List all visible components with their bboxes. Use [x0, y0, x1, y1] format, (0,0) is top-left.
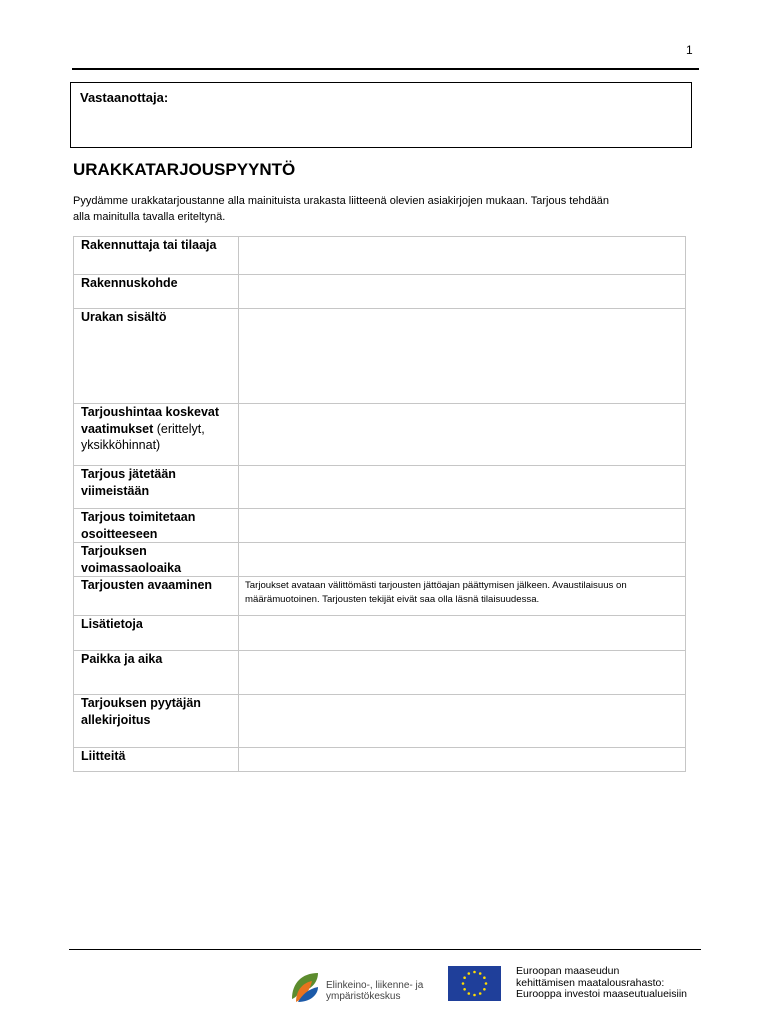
- recipient-box[interactable]: [70, 82, 692, 148]
- field-value[interactable]: [239, 748, 686, 772]
- field-value[interactable]: Tarjoukset avataan välittömästi tarjousten jättöajan päättymisen jälkeen. Avaustilaisuus on määrämuotoinen. Tarjousten tekijät eivät saa olla läsnä tilaisuudessa.: [239, 577, 686, 616]
- field-value[interactable]: [239, 404, 686, 466]
- field-label: Tarjousten avaaminen: [81, 578, 213, 592]
- field-value[interactable]: [239, 543, 686, 577]
- field-value[interactable]: [239, 466, 686, 509]
- form-row-opening: [74, 577, 686, 616]
- form-row-building-site: [74, 275, 686, 309]
- eu-text-line-3: Eurooppa investoi maaseutualueisiin: [516, 988, 688, 1000]
- field-label: Rakennuttaja tai tilaaja: [81, 238, 217, 252]
- footer-rule: [69, 949, 701, 950]
- ely-logo-icon: [288, 969, 322, 1003]
- tender-request-form: [73, 236, 686, 772]
- field-label: Rakennuskohde: [81, 276, 178, 290]
- page-number: 1: [686, 43, 693, 57]
- eu-text-line-2: kehittämisen maatalousrahasto:: [516, 976, 665, 989]
- field-label-note: (erittelyt, yksikköhinnat): [81, 421, 205, 452]
- field-value[interactable]: [239, 275, 686, 309]
- form-row-builder: [74, 237, 686, 275]
- field-value[interactable]: [239, 651, 686, 695]
- form-row-signature: [74, 695, 686, 748]
- ely-logo-text: [326, 980, 423, 1002]
- form-row-place-and-date: [74, 651, 686, 695]
- form-row-price-requirements: [74, 404, 686, 466]
- field-label: Urakan sisältö: [81, 310, 167, 324]
- eu-flag-icon: [448, 966, 501, 1001]
- field-value[interactable]: [239, 309, 686, 404]
- intro-paragraph: [73, 193, 673, 225]
- form-row-validity: [74, 543, 686, 577]
- form-row-additional-info: [74, 616, 686, 651]
- field-label: Tarjous toimitetaan osoitteeseen: [81, 510, 196, 541]
- form-row-attachments: [74, 748, 686, 772]
- field-value[interactable]: [239, 616, 686, 651]
- ely-text-line-1: Elinkeino-, liikenne- ja: [326, 980, 424, 991]
- recipient-label: Vastaanottaja:: [80, 90, 169, 105]
- field-label: Tarjoushintaa koskevat vaatimukset (erittelyt, yksikköhinnat): [81, 405, 220, 452]
- field-value[interactable]: [239, 509, 686, 543]
- field-label: Tarjouksen voimassaoloaika: [81, 544, 182, 575]
- intro-line-2: alla mainitulla tavalla eriteltynä.: [73, 211, 226, 223]
- form-row-deadline: [74, 466, 686, 509]
- field-label: Paikka ja aika: [81, 652, 163, 666]
- intro-line-1: Pyydämme urakkatarjoustanne alla mainituista urakasta liitteenä olevien asiakirjojen mukaan. Tarjous tehdään: [73, 195, 610, 207]
- field-label: Tarjous jätetään viimeistään: [81, 467, 176, 498]
- form-row-contract-content: [74, 309, 686, 404]
- eu-fund-text: [516, 966, 687, 1001]
- field-value[interactable]: [239, 695, 686, 748]
- eu-text-line-1: Euroopan maaseudun: [516, 965, 620, 977]
- header-rule: [72, 68, 699, 70]
- form-row-delivery-address: [74, 509, 686, 543]
- field-value[interactable]: [239, 237, 686, 275]
- document-title: URAKKATARJOUSPYYNTÖ: [73, 160, 296, 179]
- field-label: Liitteitä: [81, 749, 126, 763]
- field-label: Lisätietoja: [81, 617, 143, 631]
- ely-text-line-2: ympäristökeskus: [326, 991, 401, 1002]
- field-label: Tarjouksen pyytäjän allekirjoitus: [81, 696, 201, 727]
